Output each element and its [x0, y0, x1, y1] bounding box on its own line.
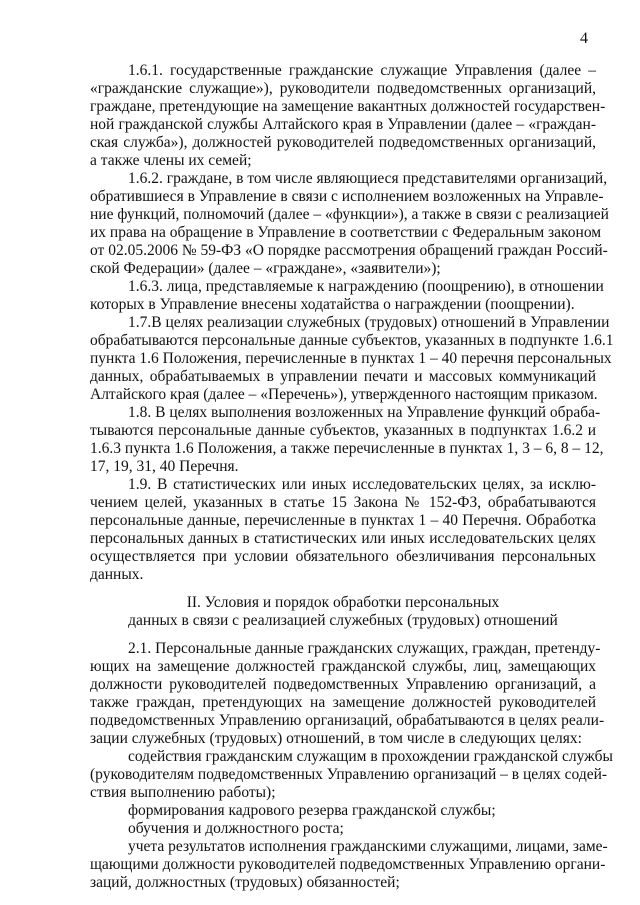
text-line: 1.6.3. лица, представляемые к награждению (поощрению), в отношении	[128, 278, 604, 295]
text-line: 1.7.В целях реализации служебных (трудовых) отношений в Управлении	[128, 314, 610, 331]
text-line: от 02.05.2006 № 59-ФЗ «О порядке рассмотрения обращений граждан Россий-	[90, 242, 608, 259]
text-line: 17, 19, 31, 40 Перечня.	[90, 458, 239, 475]
text-line: данных, обрабатываемых в управлении печати и массовых коммуникаций	[90, 368, 596, 385]
text-line: 2.1. Персональные данные гражданских служащих, граждан, претенду-	[128, 640, 601, 657]
text-line: зации служебных (трудовых) отношений, в том числе в следующих целях:	[90, 730, 582, 747]
text-line: ская служба»), должностей руководителей подведомственных организаций,	[90, 134, 596, 151]
text-line: которых в Управление внесены ходатайства о награждении (поощрении).	[90, 296, 575, 313]
text-line: обратившиеся в Управление в связи с исполнением возложенных на Управле-	[90, 188, 604, 205]
text-line: 1.6.1. государственные гражданские служащие Управления (далее –	[128, 62, 596, 79]
text-line: ющих на замещение должностей гражданской службы, лиц, замещающих	[90, 658, 596, 675]
text-line: 1.6.2. граждане, в том числе являющиеся представителями организаций,	[128, 170, 608, 187]
text-line: ной гражданской службы Алтайского края в Управлении (далее – «граждан-	[90, 116, 596, 133]
text-line: 1.8. В целях выполнения возложенных на Управление функций обраба-	[128, 404, 601, 421]
text-line: пункта 1.6 Положения, перечисленные в пунктах 1 – 40 перечня персональных	[90, 350, 612, 367]
text-line: персональные данные, перечисленные в пунктах 1 – 40 Перечня. Обработка	[90, 512, 596, 529]
heading-line: данных в связи с реализацией служебных (трудовых) отношений	[128, 612, 558, 629]
text-line: обучения и должностного роста;	[128, 820, 344, 837]
text-line: обрабатываются персональные данные субъектов, указанных в подпункте 1.6.1	[90, 332, 614, 349]
text-line: щающими должности руководителей подведомственных Управлению органи-	[90, 856, 606, 873]
text-line: ской Федерации» (далее – «граждане», «заявители»);	[90, 260, 441, 277]
text-line: (руководителям подведомственных Управлению организаций – в целях содей-	[90, 766, 608, 783]
text-line: данных.	[90, 566, 144, 583]
text-line: чением целей, указанных в статье 15 Закона № 152-ФЗ, обрабатываются	[90, 494, 596, 511]
text-line: 1.9. В статистических или иных исследовательских целях, за исклю-	[128, 476, 596, 493]
page-number: 4	[580, 30, 588, 47]
text-line: учета результатов исполнения гражданскими служащими, лицами, заме-	[128, 838, 608, 855]
text-line: ствия выполнению работы);	[90, 784, 276, 801]
text-line: 1.6.3 пункта 1.6 Положения, а также перечисленные в пунктах 1, 3 – 6, 8 – 12,	[90, 440, 604, 457]
text-line: их права на обращение в Управление в соответствии с Федеральным законом	[90, 224, 602, 241]
text-line: а также члены их семей;	[90, 152, 252, 169]
text-line: должности руководителей подведомственных Управлению организаций, а	[90, 676, 596, 693]
text-line: осуществляется при условии обязательного обезличивания персональных	[90, 548, 596, 565]
text-line: также граждан, претендующих на замещение должностей руководителей	[90, 694, 596, 711]
text-line: тываются персональные данные субъектов, указанных в подпунктах 1.6.2 и	[90, 422, 596, 439]
text-line: «гражданские служащие»), руководители подведомственных организаций,	[90, 80, 596, 97]
text-line: граждане, претендующие на замещение вакантных должностей государствен-	[90, 98, 606, 115]
text-line: содействия гражданским служащим в прохождении гражданской службы	[128, 748, 613, 765]
text-line: подведомственных Управлению организаций, обрабатываются в целях реали-	[90, 712, 605, 729]
heading-line: II. Условия и порядок обработки персональных	[186, 594, 500, 611]
text-line: Алтайского края (далее – «Перечень»), утвержденного настоящим приказом.	[90, 386, 598, 403]
text-line: ние функций, полномочий (далее – «функции»), а также в связи с реализацией	[90, 206, 609, 223]
text-line: заций, должностных (трудовых) обязанностей;	[90, 874, 400, 891]
text-line: формирования кадрового резерва гражданской службы;	[128, 802, 496, 819]
text-line: персональных данных в статистических или иных исследовательских целях	[90, 530, 596, 547]
